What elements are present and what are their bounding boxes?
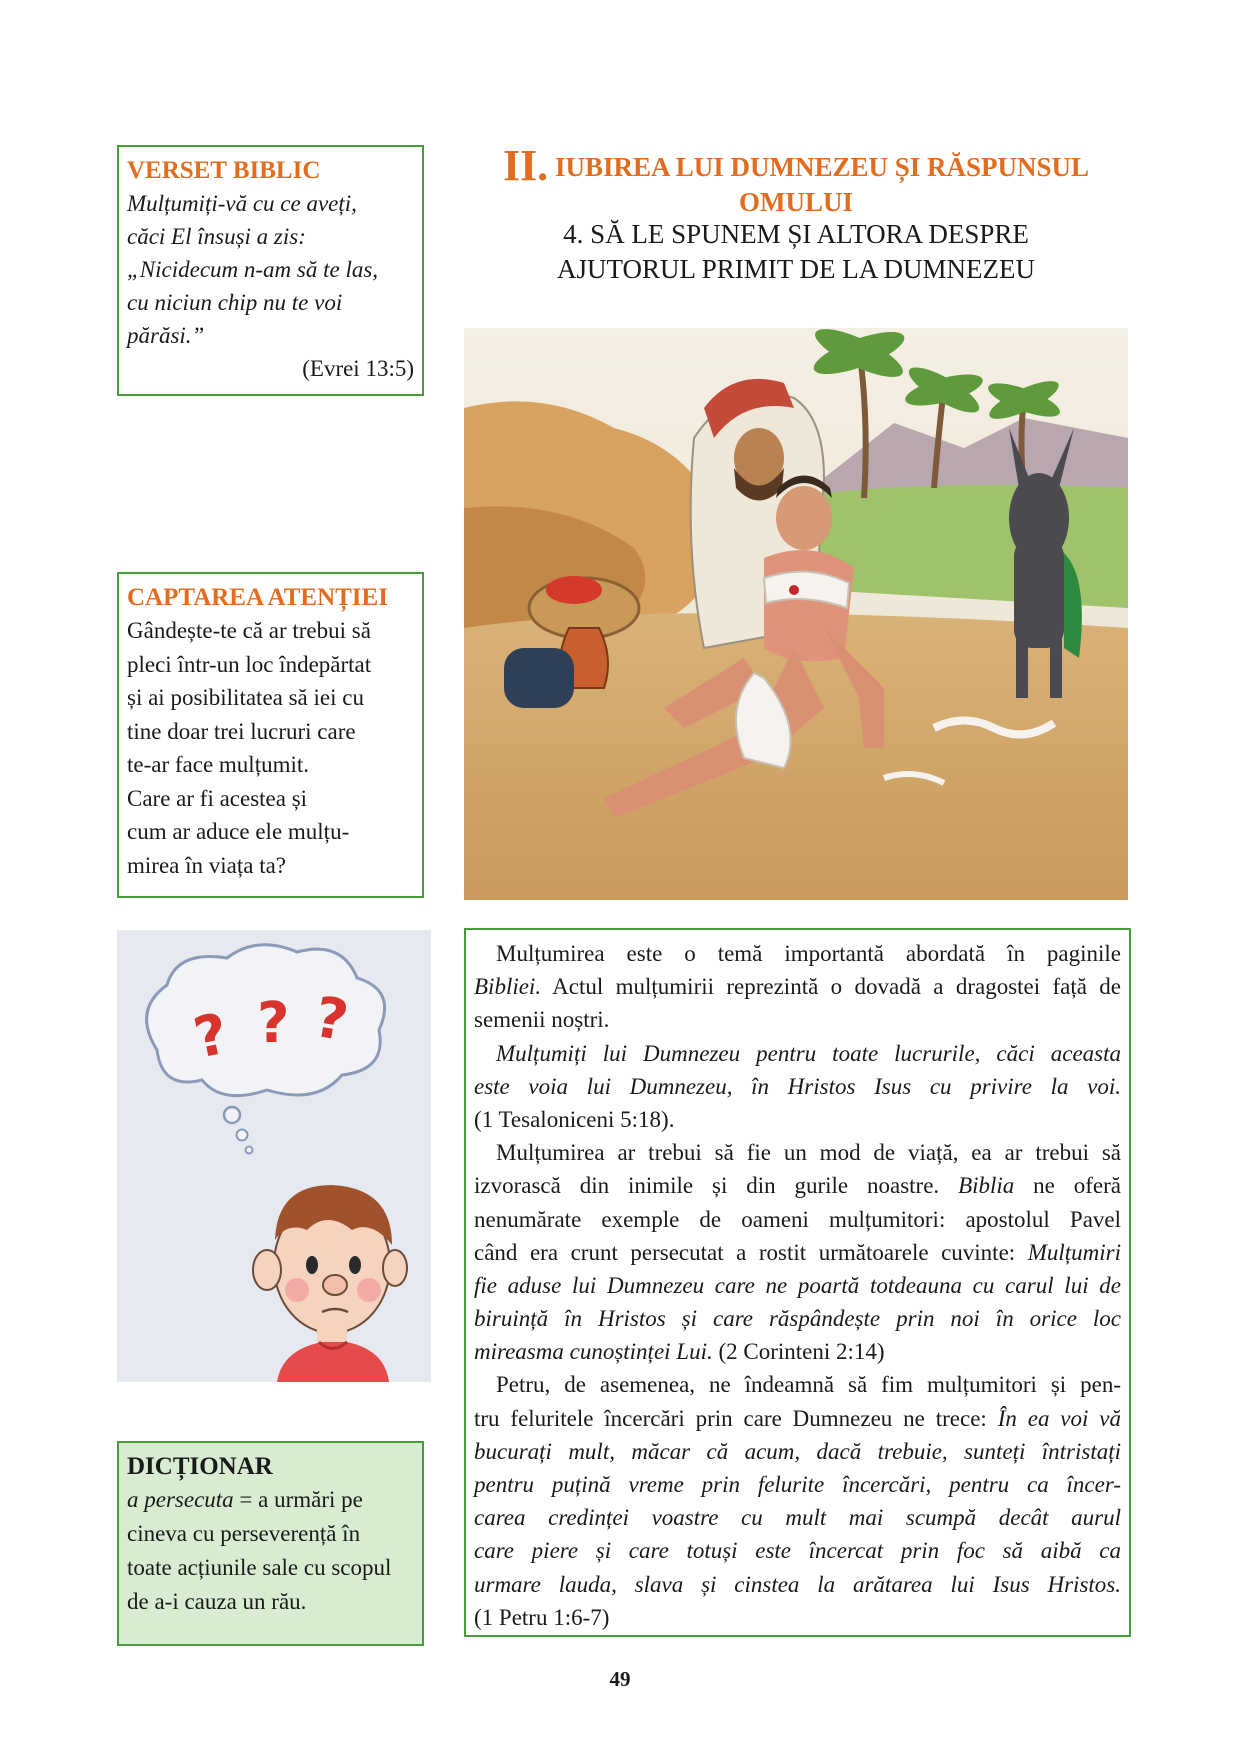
- paragraph-line: semenii noștri.: [474, 1007, 610, 1033]
- paragraph-line: Mulțumirea ar trebui să fie un mod de viață, ea ar trebui să: [496, 1140, 1121, 1166]
- quote-text: În ea voi vă: [997, 1405, 1121, 1431]
- unit-numeral: II.: [502, 141, 549, 190]
- quote-line: este voia lui Dumnezeu, în Hristos Isus cu privire la voi.: [474, 1073, 1121, 1099]
- bible-word: Bibliei.: [474, 974, 542, 1000]
- paragraph-line: [474, 1169, 1121, 1202]
- attention-line: mirea în viața ta?: [127, 852, 287, 878]
- paragraph-line: [474, 1402, 1121, 1435]
- verse-line: părăsi.”: [127, 323, 205, 348]
- verse-line: cu niciun chip nu te voi: [127, 290, 343, 315]
- lesson-subtitle-line2: AJUTORUL PRIMIT DE LA DUMNEZEU: [557, 254, 1035, 284]
- paragraph-line: Petru, de asemenea, ne îndeamnă să fim mulțumitori și pen-: [496, 1372, 1121, 1398]
- unit-heading: [462, 141, 1130, 287]
- quote-text: mireasma cunoștinței Lui.: [474, 1339, 713, 1365]
- attention-title: CAPTAREA ATENȚIEI: [127, 584, 388, 611]
- dictionary-title: DICȚIONAR: [127, 1453, 273, 1480]
- reference: (1 Tesaloniceni 5:18).: [474, 1106, 675, 1132]
- paragraph-text: tru feluritele încercări prin care Dumnezeu ne trece:: [474, 1405, 987, 1431]
- paragraph-text: izvorască din inimile și din gurile noastre.: [474, 1173, 940, 1199]
- paragraph-line: [474, 970, 1121, 1003]
- attention-line: pleci într-un loc îndepărtat: [127, 651, 372, 677]
- verse-box: [117, 145, 424, 396]
- bible-word: Biblia: [958, 1173, 1015, 1199]
- page-number: 49: [609, 1667, 631, 1691]
- quote-line: fie aduse lui Dumnezeu care ne poartă totdeauna cu carul lui de: [474, 1272, 1121, 1298]
- reference: (2 Corinteni 2:14): [718, 1339, 885, 1365]
- lesson-subtitle-line1: 4. SĂ LE SPUNEM ȘI ALTORA DESPRE: [563, 219, 1029, 249]
- thinking-boy-illustration: [117, 930, 431, 1382]
- quote-line: carea credinței voastre cu mult mai scumpă decât aurul: [474, 1505, 1121, 1531]
- question-mark: ?: [309, 984, 353, 1055]
- good-samaritan-illustration: [464, 328, 1128, 900]
- reference: (1 Petru 1:6-7): [474, 1604, 610, 1630]
- verse-line: „Nicidecum n-am să te las,: [127, 257, 379, 282]
- paragraph-text: Actul mulțumirii reprezintă o dovadă a dragostei față de: [552, 974, 1122, 1000]
- quote-line: biruință în Hristos și care răspândește prin noi în orice loc: [474, 1306, 1121, 1332]
- attention-line: Care ar fi acestea și: [127, 785, 308, 811]
- verse-line: căci El însuși a zis:: [127, 224, 306, 249]
- question-mark: ?: [188, 1001, 234, 1072]
- unit-title-line1: IUBIREA LUI DUMNEZEU ȘI RĂSPUNSUL: [554, 152, 1090, 182]
- attention-line: cum ar aduce ele mulțu-: [127, 819, 350, 844]
- attention-line: și ai posibilitatea să iei cu: [127, 685, 364, 710]
- paragraph-text: când era crunt persecutat a rostit următoarele cuvinte:: [474, 1239, 1016, 1265]
- verse-title: VERSET BIBLIC: [127, 157, 321, 184]
- unit-title: [462, 141, 1130, 190]
- quote-line: care piere și care totuși este încercat prin foc să aibă ca: [474, 1538, 1121, 1564]
- dictionary-definition-line1: [127, 1483, 414, 1517]
- verse-line: Mulțumiți-vă cu ce aveți,: [127, 191, 357, 216]
- quote-line: pentru puțină vreme prin felurite încercări, pentru ca încer-: [474, 1472, 1121, 1497]
- dictionary-term: a persecuta: [127, 1487, 234, 1512]
- attention-line: tine doar trei lucruri care: [127, 718, 356, 744]
- dictionary-line: toate acțiunile sale cu scopul: [127, 1555, 392, 1580]
- dictionary-definition-start: = a urmări pe: [233, 1487, 363, 1512]
- quote-text: Mulțumiri: [1027, 1239, 1122, 1265]
- attention-box: [117, 572, 424, 898]
- attention-line: te-ar face mulțumit.: [127, 752, 310, 777]
- paragraph-line: nenumărate exemple de oameni mulțumitori: apostolul Pavel: [474, 1206, 1121, 1232]
- dictionary-line: cineva cu perseverență în: [127, 1521, 361, 1546]
- attention-line: Gândește-te că ar trebui să: [127, 618, 371, 643]
- dictionary-box: [117, 1441, 424, 1646]
- question-mark: ?: [257, 991, 290, 1056]
- paragraph-text: ne oferă: [1033, 1173, 1121, 1199]
- paragraph-line: Mulțumirea este o temă importantă abordată în paginile: [496, 941, 1121, 966]
- dictionary-line: de a-i cauza un rău.: [127, 1589, 307, 1614]
- quote-line: Mulțumiți lui Dumnezeu pentru toate lucrurile, căci aceasta: [496, 1040, 1121, 1066]
- paragraph-line: [474, 1236, 1121, 1269]
- quote-line: bucurați mult, măcar că acum, dacă trebuie, sunteți întristați: [474, 1438, 1121, 1464]
- unit-title-line2: OMULUI: [739, 187, 853, 217]
- quote-line: [474, 1335, 1121, 1368]
- quote-line: urmare lauda, slava și cinstea la arătarea lui Isus Hristos.: [474, 1571, 1121, 1597]
- verse-reference: (Evrei 13:5): [302, 356, 414, 381]
- lesson-text-box: [464, 928, 1131, 1637]
